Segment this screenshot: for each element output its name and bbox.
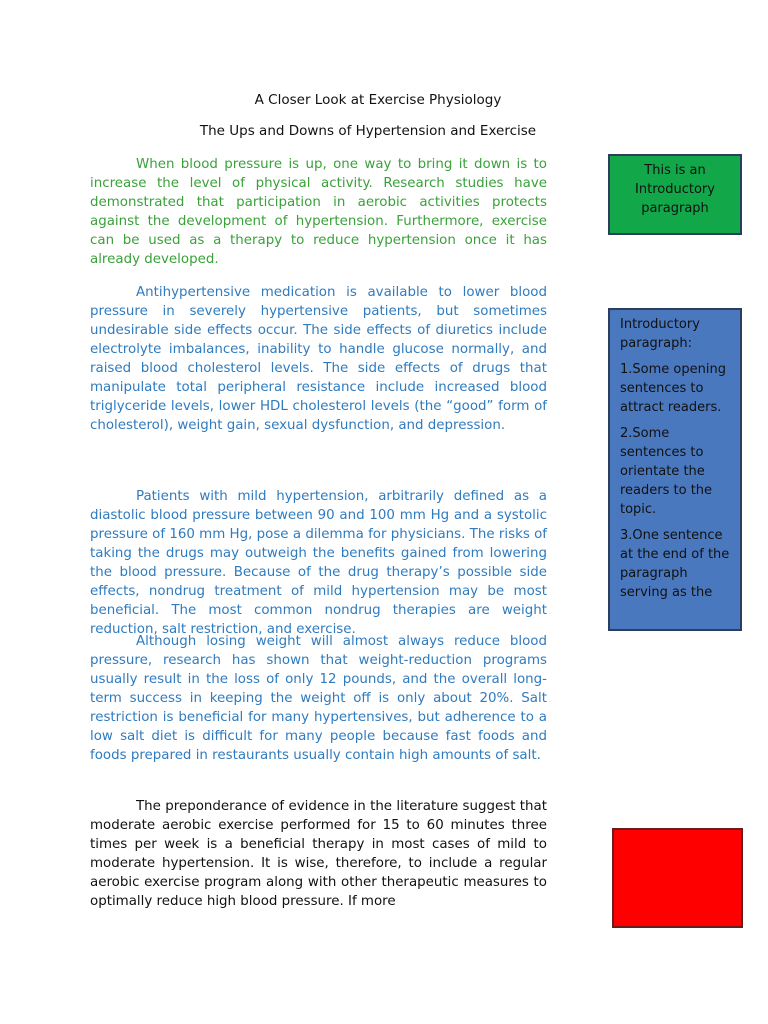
paragraph-exercise: The preponderance of evidence in the literature suggest that moderate aerobic exercise performed for 15 to 60 minutes three times per week is a beneficial therapy in most cases of mild to moderate hypertension. It is wise, therefore, to include a regular aerobic exercise program along with other therapeutic measures to optimally reduce high blood pressure. If more xyxy=(90,799,547,909)
explanation-heading: Introductory paragraph: xyxy=(620,317,700,351)
explanation-point-2: 2.Some sentences to orientate the readers to the topic. xyxy=(620,426,713,517)
intro-explanation-box xyxy=(608,308,742,631)
explanation-point-1: 1.Some opening sentences to attract readers. xyxy=(620,362,726,415)
paragraph-intro: When blood pressure is up, one way to bring it down is to increase the level of physical activity. Research studies have demonstrated that participation in aerobic activities protects against the development of hypertension. Furthermore, exercise can be used as a therapy to reduce hypertension once it has already developed. xyxy=(90,157,547,267)
document-subtitle: The Ups and Downs of Hypertension and Exercise xyxy=(199,123,537,139)
document-title: A Closer Look at Exercise Physiology xyxy=(254,92,502,108)
paragraph-mild-hypertension: Patients with mild hypertension, arbitrarily defined as a diastolic blood pressure between 90 and 100 mm Hg and a systolic pressure of 160 mm Hg, pose a dilemma for physicians. The risks of taking the drugs may outweigh the benefits gained from lowering the blood pressure. Because of the drug therapy’s possible side effects, nondrug treatment of mild hypertension may be most beneficial. The most common nondrug therapies are weight reduction, salt restriction, and exercise. xyxy=(90,489,547,637)
paragraph-weight-salt: Although losing weight will almost always reduce blood pressure, research has shown that weight-reduction programs usually result in the loss of only 12 pounds, and the overall long-term success in keeping the weight off is only about 20%. Salt restriction is beneficial for many hypertensives, but adherence to a low salt diet is difficult for many people because fast foods and foods prepared in restaurants usually contain high amounts of salt. xyxy=(90,634,547,763)
explanation-point-3: 3.One sentence at the end of the paragraph serving as the xyxy=(620,528,730,600)
intro-callout-box xyxy=(608,154,742,235)
intro-callout-text: This is an Introductory paragraph xyxy=(635,163,715,216)
paragraph-medication: Antihypertensive medication is available to lower blood pressure in severely hypertensive patients, but sometimes undesirable side effects occur. The side effects of diuretics include electrolyte imbalances, inability to handle glucose normally, and raised blood cholesterol levels. The side effects of drugs that manipulate total peripheral resistance include increased blood triglyceride levels, lower HDL cholesterol levels (the “good” form of cholesterol), weight gain, sexual dysfunction, and depression. xyxy=(90,285,547,433)
red-callout-box xyxy=(612,828,743,928)
